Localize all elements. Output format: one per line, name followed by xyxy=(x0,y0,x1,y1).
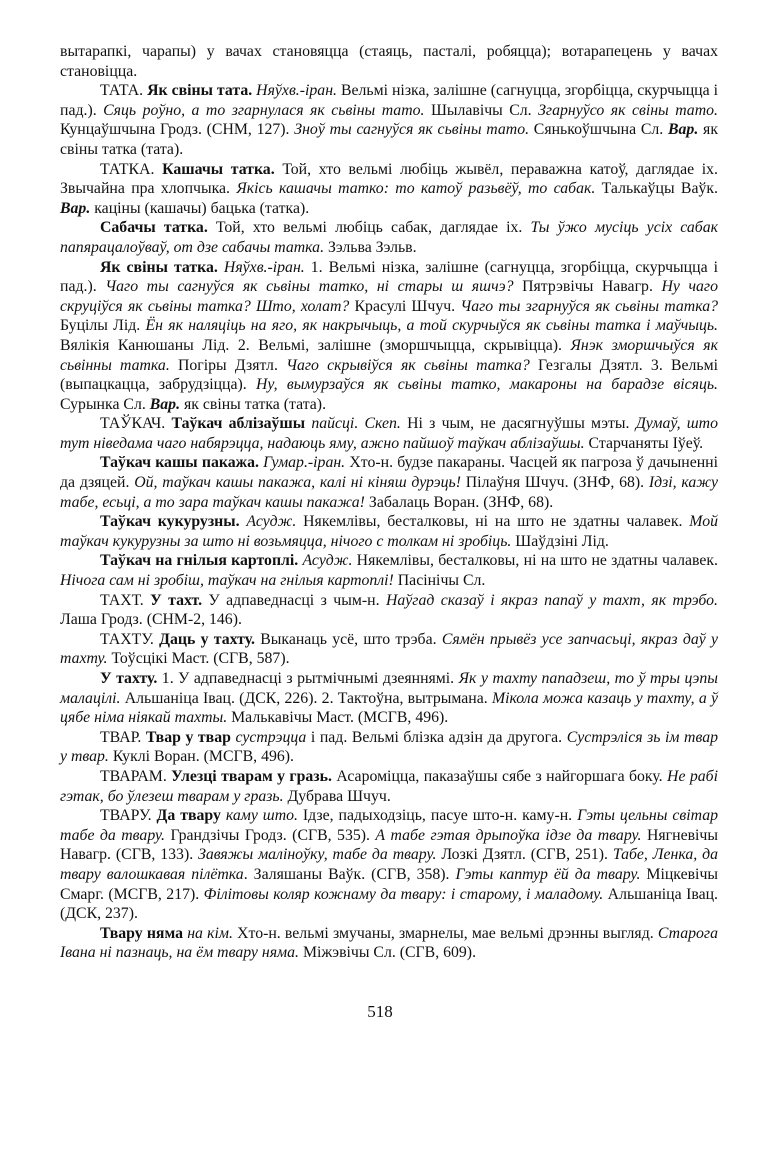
variant-label: Вар. xyxy=(149,395,181,413)
italic-text: Нічога сам ні зробіш, таўкач на гнілыя картоплі! xyxy=(60,572,394,590)
text: Пілаўня Шчуч. (ЗНФ, 68). xyxy=(461,474,649,492)
text: Дубрава Шчуч. xyxy=(283,787,391,805)
italic-text: сустрэцца xyxy=(230,728,307,746)
text: Той, хто вельмі любіць жывёл, пераважна катоў, даглядае іх. Звычайна пра хлопчыка. xyxy=(60,160,718,198)
headword: Сабачы татка. xyxy=(100,219,208,237)
headword: Як свіны тата. xyxy=(147,82,253,100)
italic-text: Мой таўкач кукурузны за што ні возьмяцца, нічого с толкам ні зробіць. xyxy=(60,513,719,550)
text: Някемлівы, бесталковы, ні на што не здатны чалавек. xyxy=(296,513,690,531)
text: ТАХТ. xyxy=(100,591,151,609)
text: Хто-н. вельмі змучаны, змарнелы, мае вельмі дрэнны выгляд. xyxy=(232,924,658,942)
dictionary-entry xyxy=(60,414,718,453)
italic-text: Завяжы маліноўку, табе да твару. xyxy=(198,846,437,864)
text: Выканаць усё, што трэба. xyxy=(254,630,442,648)
italic-text: пайсці. Скеп. xyxy=(305,415,401,433)
text: Кунцаўшчына Гродз. (СНМ, 127). xyxy=(60,121,295,139)
italic-text: Ён як наляціць на яго, як накрычыць, а той скурчыўся як сьвіны татка і маўчыць. xyxy=(145,317,718,335)
italic-text: Янэк зморшчыўся як сьвінны татка. xyxy=(60,336,718,374)
headword: У тахт. xyxy=(150,591,203,609)
text: Забалаць Воран. (ЗНФ, 68). xyxy=(364,493,554,511)
text: Альшаніца Івац. (ДСК, 226). 2. Тактоўна, вытрымана. xyxy=(120,689,492,707)
headword: Даць у тахту. xyxy=(159,630,255,648)
dictionary-entry xyxy=(60,591,718,630)
italic-text: Сямён прывёз усе запчасьці, якраз даў у тахту. xyxy=(60,630,719,668)
text: як свіны татка (тата). xyxy=(60,121,718,158)
text: Шылавічы Сл. xyxy=(424,101,539,119)
italic-text: А табе гэтая дрыпоўка ідзе да твару. xyxy=(375,826,642,844)
italic-text: Няўхв.-іран. xyxy=(217,258,305,276)
text: Лозкі Дзятл. (СГВ, 251). xyxy=(436,846,613,864)
italic-text: Гэты каптур ёй да твару. xyxy=(455,865,641,883)
text: Вельмі нізка, залішне (сагнуцца, згорбіцца, скурчыцца і пад.). xyxy=(60,82,718,119)
headword: Кашачы татка. xyxy=(162,160,275,178)
text: каціны (кашачы) бацька (татка). xyxy=(90,199,310,217)
text: ТАТА. xyxy=(100,82,148,100)
italic-text: Няўхв.-іран. xyxy=(252,82,337,100)
text: Ні з чым, не дасягнуўшы мэты. xyxy=(400,415,636,433)
italic-text: Згарнуўсо як свіны тато. xyxy=(538,101,718,119)
dictionary-entry xyxy=(60,924,718,963)
italic-text: Ідзі, кажу табе, есьці, а то зара таўкач кашы пакажа! xyxy=(60,474,718,511)
italic-text: Мікола можа казаць у тахту, а ў цябе німа ніякай тахты. xyxy=(60,689,718,727)
italic-text: на кім. xyxy=(183,924,233,942)
italic-text: Ну чаго скруціўся як сьвіны татка? Што, холат? xyxy=(60,278,718,315)
text: Ідзе, падыходзіць, пасуе што-н. каму-н. xyxy=(297,807,578,825)
text: Талькаўцы Ваўк. xyxy=(595,180,718,198)
text: Пасінічы Сл. xyxy=(393,572,486,590)
dictionary-entry xyxy=(60,630,718,669)
italic-text: Думаў, што тут ніведама чаго набярэцца, надаюць яму, ажно пайшоў таўкач аблізаўшы. xyxy=(60,415,718,452)
text: . Заляшаны Ваўк. (СГВ, 358). xyxy=(243,865,456,883)
italic-text: Чаго ты згарнуўся як сьвіны татка? xyxy=(460,297,719,315)
page-number: 518 xyxy=(367,1002,393,1021)
dictionary-entry xyxy=(60,258,718,415)
italic-text: Не рабі гэтак, бо ўлезеш тварам у гразь. xyxy=(60,767,718,805)
headword: Улезці тварам у гразь. xyxy=(171,767,332,785)
dictionary-entry xyxy=(60,218,718,257)
text: Погіры Дзятл. xyxy=(169,356,287,374)
text: ТВАР. xyxy=(100,728,146,746)
variant-label: Вар. xyxy=(60,199,91,217)
text: Той, хто вельмі любіць сабак, даглядае іх. xyxy=(207,219,531,237)
italic-text: Старога Івана ні пазнаць, на ём твару няма. xyxy=(60,924,718,962)
dictionary-entry xyxy=(60,512,718,551)
dictionary-entry xyxy=(60,453,718,512)
italic-text: Чаго скрывіўся як сьвіны татка? xyxy=(286,356,530,374)
text: Тоўсцікі Маст. (СГВ, 587). xyxy=(107,650,290,668)
italic-text: Асудж. xyxy=(298,552,353,570)
italic-text: Філітовы коляр кожнаму да твару: і старому, і маладому. xyxy=(203,885,604,903)
italic-text: Табе, Ленка, да твару валошкавая пілётка xyxy=(60,846,718,883)
italic-text: Наўгад сказаў і якраз папаў у тахт, як трэбо. xyxy=(385,591,718,609)
text: Сянькоўшчына Сл. xyxy=(529,121,668,139)
text: вытарапкі, чарапы) у вачах становяцца (стаяць, пасталі, робяцца); вотарапецень у вачах становіцца. xyxy=(60,43,718,80)
text: ТВАРУ. xyxy=(100,807,157,825)
headword: Як свіны татка. xyxy=(100,258,218,276)
text: Асароміцца, паказаўшы сябе з найгоршага боку. xyxy=(331,767,668,785)
italic-text: Сустрэліся зь ім твар у твар. xyxy=(60,728,718,766)
text: Куклі Воран. (МСГВ, 496). xyxy=(108,748,294,766)
dictionary-entry xyxy=(60,767,718,806)
text: Някемлівы, бесталковы, ні на што не здатны чалавек. xyxy=(352,552,718,570)
text: Грандзічы Гродз. (СГВ, 535). xyxy=(164,826,376,844)
text: У адпаведнасці з чым-н. xyxy=(202,591,386,609)
text: Буцілы Лід. xyxy=(60,317,146,335)
dictionary-entry xyxy=(60,806,718,924)
italic-text: Сяць роўно, а то згарнулася як сьвіны тато. xyxy=(103,101,425,119)
italic-text: Як у тахту пападзеш, то ў тры цэпы малацілі. xyxy=(60,670,718,707)
headword: Твар у твар xyxy=(145,728,231,746)
italic-text: каму што. xyxy=(220,807,298,825)
text: Малькавічы Маст. (МСГВ, 496). xyxy=(227,709,449,727)
text: 1. У адпаведнасці з рытмічнымі дзеяннямі. xyxy=(157,670,459,687)
dictionary-entry xyxy=(60,42,718,81)
dictionary-entry xyxy=(60,669,718,728)
italic-text: Якісь кашачы татко: то катоў разьвёў, то сабак. xyxy=(236,180,596,198)
italic-text: Гэты цельны світар табе да твару. xyxy=(60,807,719,844)
text: 1. Вельмі нізка, залішне (сагнуцца, згорбіцца, скурчыцца і пад.). xyxy=(60,258,719,296)
text: Старчаняты Іўеў. xyxy=(584,434,704,452)
text: ТАЎКАЧ. xyxy=(100,415,172,433)
text: ТАХТУ. xyxy=(100,630,160,648)
text: Вялікія Канюшаны Лід. 2. Вельмі, залішне (зморшчыцца, скрывіцца). xyxy=(60,336,571,354)
italic-text: Гумар.-іран. xyxy=(258,454,346,472)
headword: Таўкач кашы пакажа. xyxy=(100,454,259,472)
text: ТАТКА. xyxy=(100,160,163,178)
headword: У тахту. xyxy=(100,670,158,687)
text: Міцкевічы Смарг. (МСГВ, 217). xyxy=(60,865,718,903)
italic-text: Зноў ты сагнуўся як сьвіны тато. xyxy=(294,121,530,139)
text: Гезгалы Дзятл. 3. Вельмі (выпацкацца, забрудзіцца). xyxy=(60,356,718,394)
text: Альшаніца Івац. (ДСК, 237). xyxy=(60,885,718,923)
text: Пятрэвічы Навагр. xyxy=(513,278,662,296)
text: Нягневічы Навагр. (СГВ, 133). xyxy=(60,826,718,864)
text: Зэльва Зэльв. xyxy=(324,238,417,256)
text: Сурынка Сл. xyxy=(60,395,150,413)
text: Хто-н. будзе пакараны. Часцей як пагроза ў дачыненні да дзяцей. xyxy=(60,454,719,492)
headword: Таўкач кукурузны. xyxy=(100,513,240,531)
text: як свіны татка (тата). xyxy=(180,395,327,413)
dictionary-entry xyxy=(60,728,718,767)
italic-text: Асудж. xyxy=(239,513,297,531)
italic-text: Ой, таўкач кашы пакажа, калі ні кіняш дурэць! xyxy=(134,474,461,492)
text: і пад. Вельмі блізка адзін да другога. xyxy=(306,728,567,746)
dictionary-entry xyxy=(60,81,718,159)
dictionary-page-body xyxy=(60,42,718,963)
dictionary-entry xyxy=(60,160,718,219)
italic-text: Ты ўжо мусіць усіх сабак папярацалоўваў, от дзе сабачы татка. xyxy=(60,219,718,256)
headword: Да твару xyxy=(156,807,221,825)
text: Шаўдзіні Лід. xyxy=(511,532,609,550)
italic-text: Ну, вымурзаўся як сьвіны татко, макароны на барадзе вісяць. xyxy=(256,376,718,394)
variant-label: Вар. xyxy=(668,121,699,139)
text: Міжэвічы Сл. (СГВ, 609). xyxy=(299,944,477,962)
dictionary-entry xyxy=(60,551,718,590)
italic-text: Чаго ты сагнуўся як сьвіны татко, ні стары ш яшчэ? xyxy=(105,278,514,296)
text: Лаша Гродз. (СНМ-2, 146). xyxy=(60,611,242,629)
text: ТВАРАМ. xyxy=(100,767,172,785)
headword: Твару няма xyxy=(100,924,184,942)
headword: Таўкач на гнілыя картоплі. xyxy=(100,552,299,570)
text: Красулі Шчуч. xyxy=(349,297,461,315)
headword: Таўкач аблізаўшы xyxy=(171,415,306,433)
